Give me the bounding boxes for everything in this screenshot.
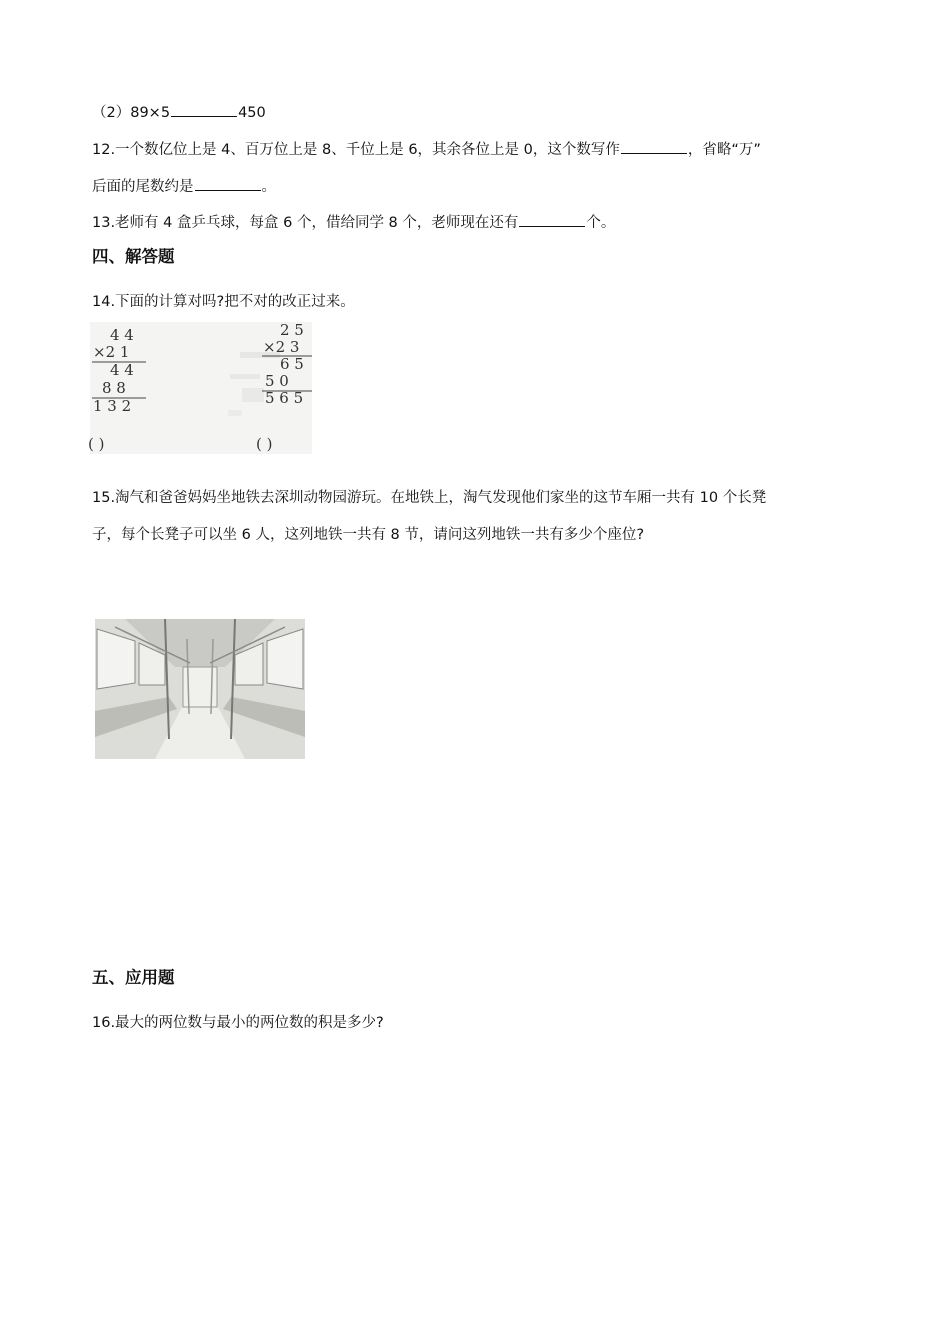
q12-text-b: ，省略“万” [687, 142, 761, 158]
q13-text-b: 个。 [586, 215, 616, 231]
left-top: 4 4 [110, 326, 134, 344]
q12-text-d: 。 [261, 179, 276, 195]
answer-blank[interactable] [171, 102, 237, 117]
question-16: 16.最大的两位数与最小的两位数的积是多少? [92, 1015, 384, 1031]
left-multiplier: ×2 1 [93, 343, 130, 361]
answer-blank[interactable] [195, 176, 261, 191]
multiplication-figure [90, 322, 312, 454]
section-heading-4: 四、解答题 [92, 247, 175, 266]
answer-blank[interactable] [519, 212, 585, 227]
q11-2-prefix: （2）89×5 [92, 105, 171, 121]
left-partial-2: 8 8 [102, 379, 126, 397]
subway-car-interior-image [95, 619, 305, 759]
left-partial-1: 4 4 [110, 361, 134, 379]
q12-text-a: 12.一个数亿位上是 4、百万位上是 8、千位上是 6，其余各位上是 0，这个数写作 [92, 142, 620, 158]
section-heading-5: 五、应用题 [92, 968, 175, 987]
right-multiplier: ×2 3 [263, 338, 300, 356]
left-paren: ( ) [88, 435, 105, 453]
right-result: 5 6 5 [265, 389, 304, 407]
question-14: 14.下面的计算对吗?把不对的改正过来。 [92, 294, 355, 310]
left-result: 1 3 2 [93, 397, 132, 415]
q13-text-a: 13.老师有 4 盒乒乓球，每盒 6 个，借给同学 8 个，老师现在还有 [92, 215, 519, 231]
question-12-line-2 [92, 176, 276, 197]
subway-car-svg [95, 619, 305, 759]
q11-2-suffix: 450 [238, 105, 266, 121]
right-top: 2 5 [280, 321, 304, 339]
multiplication-svg [90, 322, 312, 454]
right-partial-1: 6 5 [280, 355, 304, 373]
right-paren: ( ) [256, 435, 273, 453]
question-15-line-1: 15.淘气和爸爸妈妈坐地铁去深圳动物园游玩。在地铁上，淘气发现他们家坐的这节车厢一共有 10 个长凳 [92, 490, 767, 506]
answer-blank[interactable] [621, 139, 687, 154]
question-15-line-2: 子，每个长凳子可以坐 6 人，这列地铁一共有 8 节，请问这列地铁一共有多少个座位? [92, 527, 645, 543]
question-11-2 [92, 102, 266, 123]
question-12-line-1 [92, 139, 761, 160]
question-13 [92, 212, 615, 233]
right-partial-2: 5 0 [265, 372, 289, 390]
q12-text-c: 后面的尾数约是 [92, 179, 194, 195]
